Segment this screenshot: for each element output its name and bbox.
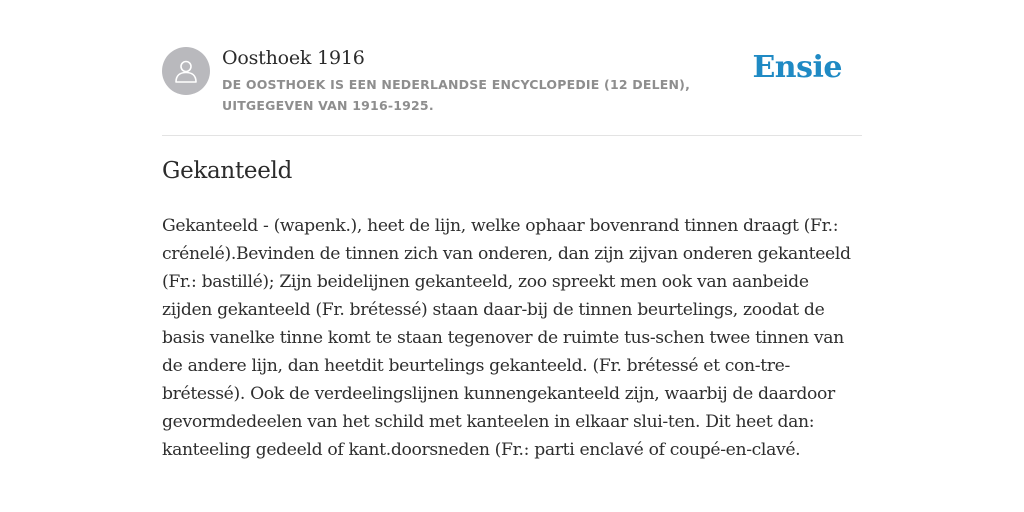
- brand-logo[interactable]: Ensie: [752, 50, 842, 85]
- source-avatar[interactable]: [162, 47, 210, 95]
- source-title[interactable]: Oosthoek 1916: [222, 47, 365, 69]
- source-info: [222, 46, 762, 116]
- source-description: DE OOSTHOEK IS EEN NEDERLANDSE ENCYCLOPEDIE (12 DELEN), UITGEGEVEN VAN 1916-1925.: [222, 77, 691, 113]
- user-silhouette-icon: [173, 58, 199, 84]
- entry-title: Gekanteeld: [162, 158, 292, 184]
- source-header: [162, 0, 862, 136]
- entry-card: [162, 0, 862, 460]
- entry-body: Gekanteeld - (wapenk.), heet de lijn, welke ophaar bovenrand tinnen draagt (Fr.: crénelé).Bevinden de tinnen zich van onderen, dan zijn zijvan onderen gekanteeld (Fr.: bastillé); Zijn beidelijnen gekanteeld, zoo spreekt men ook van aanbeide zijden gekanteeld (Fr. brétessé) staan daar-bij de tinnen beurtelings, zoodat de basis vanelke tinne komt te staan tegenover de ruimte tus-schen twee tinnen van de andere lijn, dan heetdit beurtelings gekanteeld. (Fr. brétessé et con-tre-brétessé). Ook de verdeelingslijnen kunnengekanteeld zijn, waarbij de daardoor gevormdedeelen van het schild met kanteelen in elkaar slui-ten. Dit heet dan: kanteeling gedeeld of kant.doorsneden (Fr.: parti enclavé of coupé-en-clavé.: [162, 216, 851, 460]
